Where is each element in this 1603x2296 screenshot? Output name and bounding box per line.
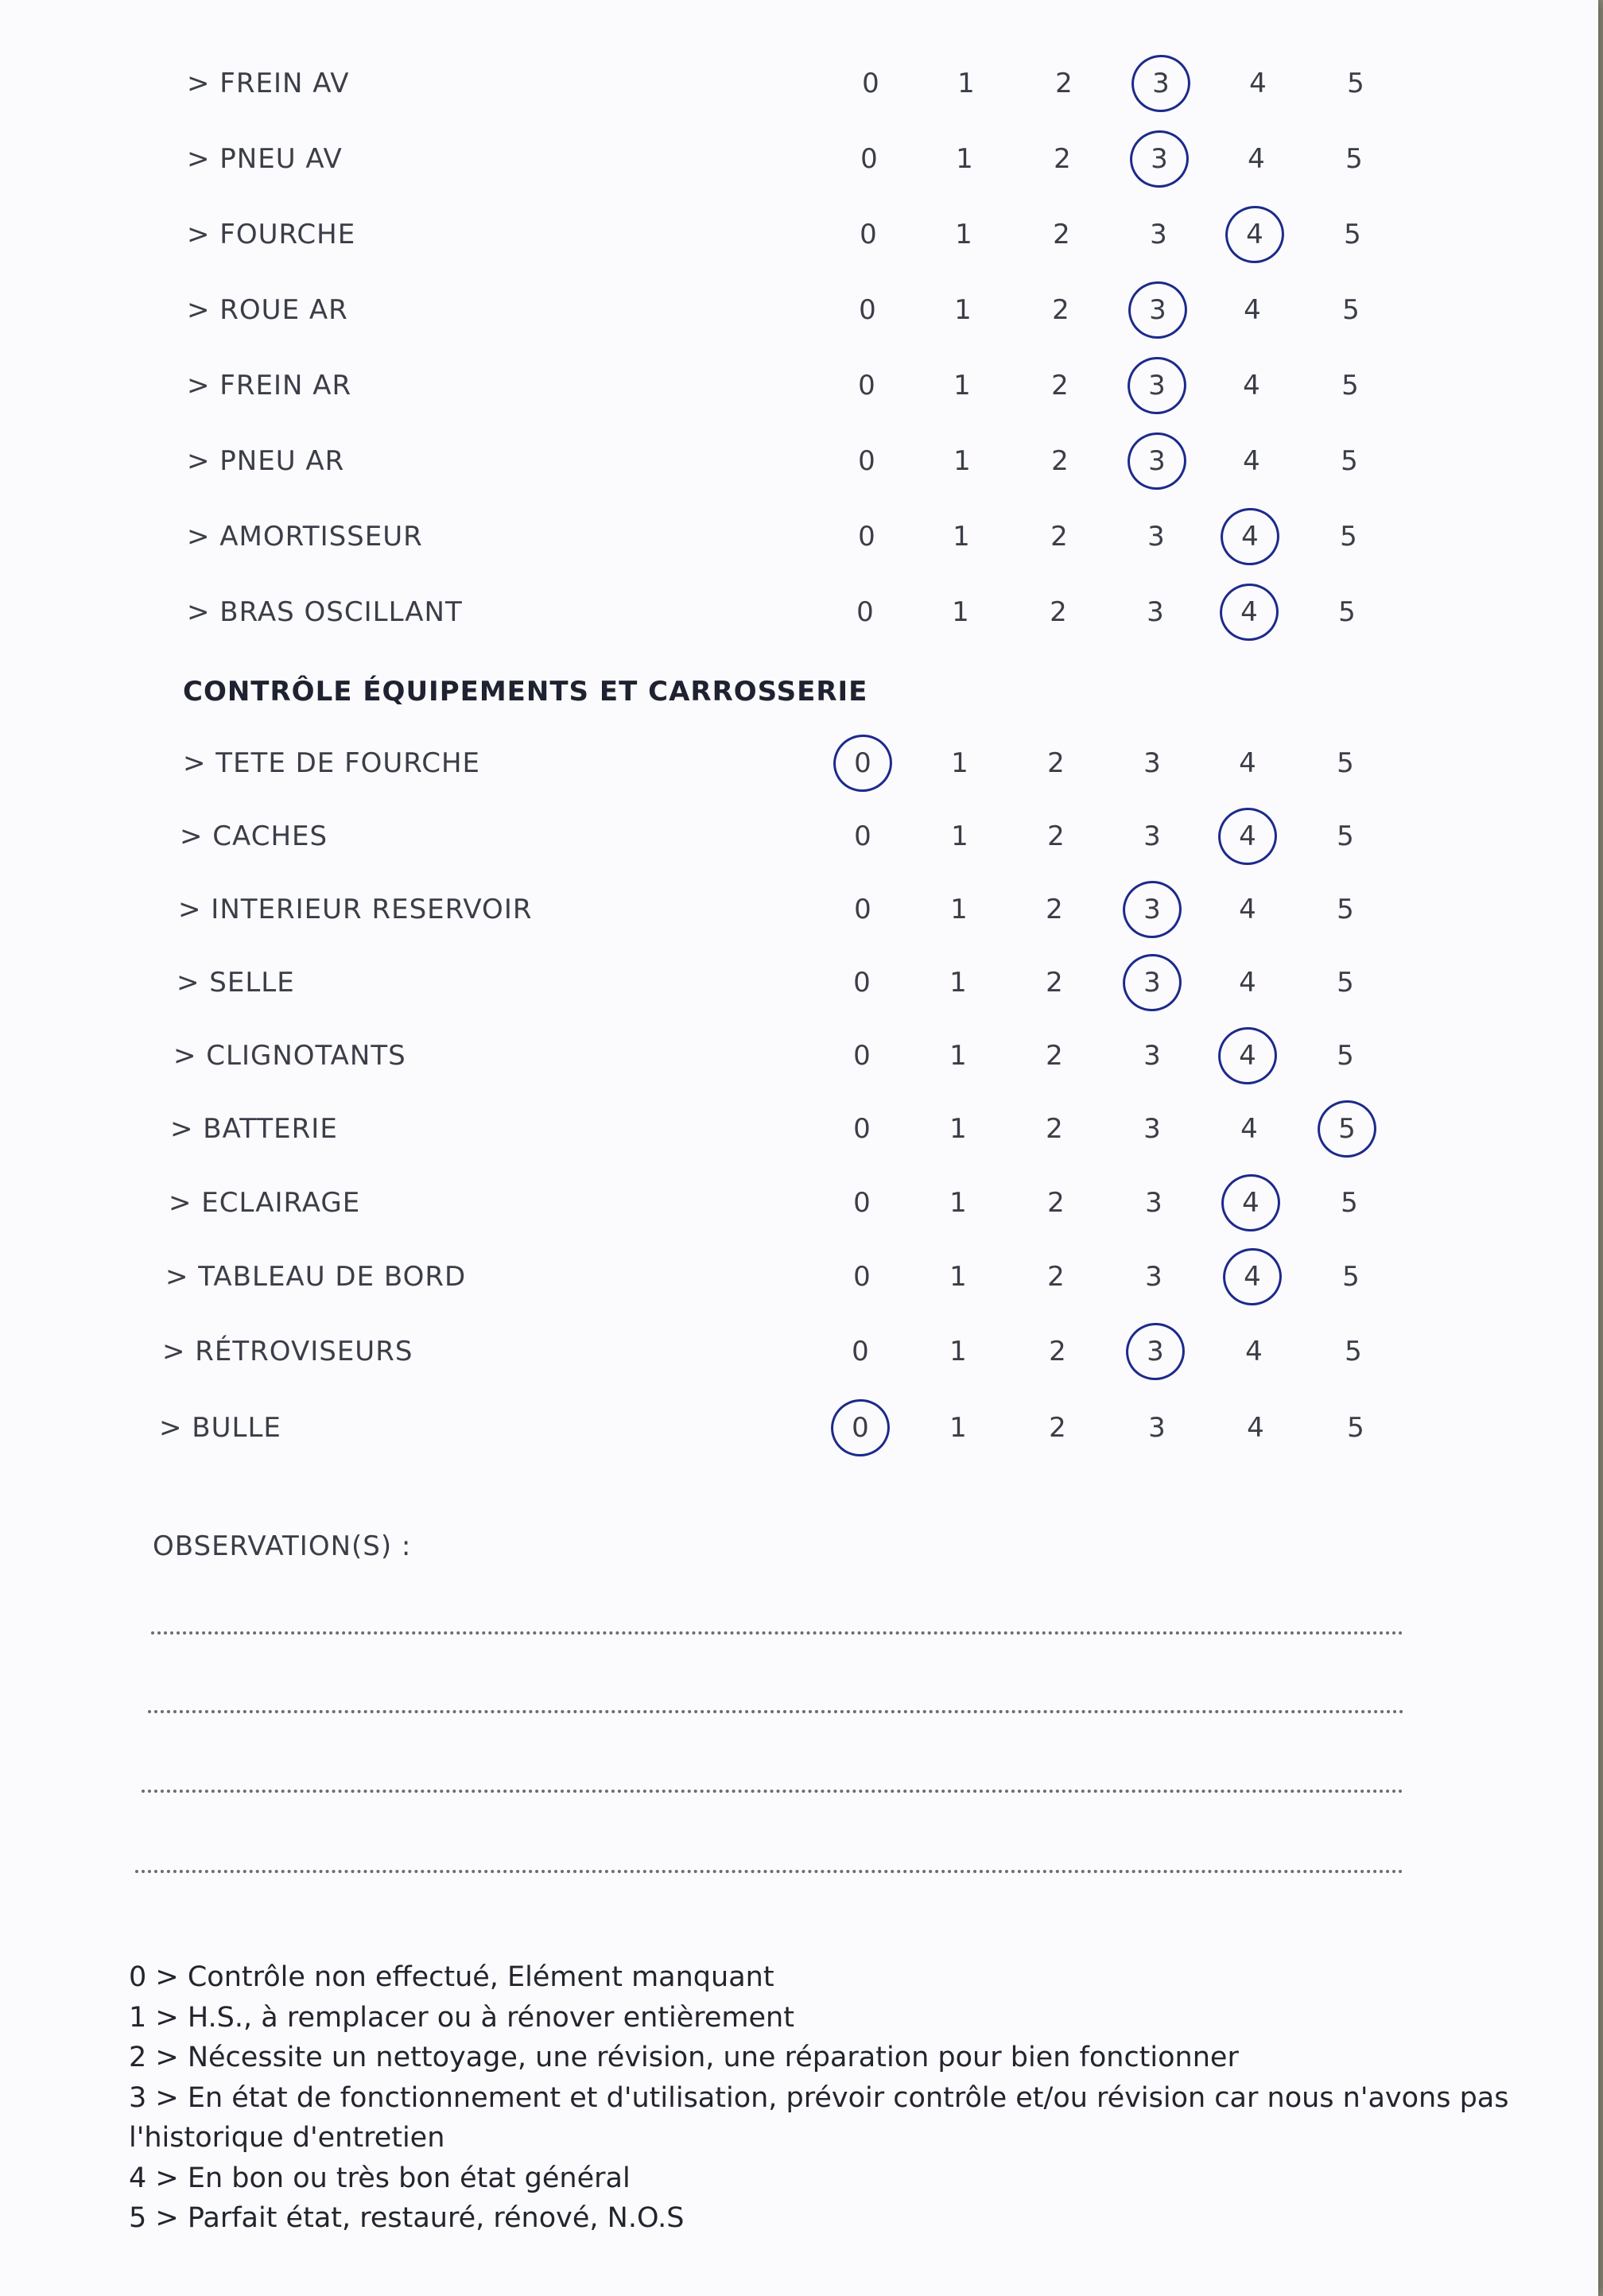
score-0[interactable]: 0 (862, 68, 879, 99)
score-2[interactable]: 2 (1051, 445, 1069, 477)
item-label: > BATTERIE (170, 1113, 338, 1145)
score-3[interactable]: 3 (1148, 1412, 1166, 1444)
score-5[interactable]: 5 (1345, 1336, 1362, 1367)
item-label: > FOURCHE (187, 219, 356, 250)
rating-row-frein-ar (0, 362, 1598, 409)
item-label: > CACHES (180, 820, 328, 852)
rating-row-batterie (0, 1105, 1598, 1153)
score-0[interactable]: 0 (854, 820, 871, 852)
score-0[interactable]: 0 (853, 1040, 871, 1072)
score-2[interactable]: 2 (1046, 967, 1063, 999)
score-1[interactable]: 1 (949, 967, 967, 999)
legend-item-0: 0 > Contrôle non effectué, Elément manquant (129, 1961, 774, 1993)
score-0[interactable]: 0 (858, 445, 875, 477)
score-2[interactable]: 2 (1050, 596, 1067, 628)
score-3[interactable]: 3 (1143, 747, 1161, 779)
item-label: > FREIN AR (187, 370, 352, 401)
item-label: > CLIGNOTANTS (173, 1040, 406, 1072)
rating-row-clignotants (0, 1032, 1598, 1080)
score-3[interactable]: 3 (1148, 370, 1166, 401)
score-5[interactable]: 5 (1337, 1040, 1354, 1072)
score-2[interactable]: 2 (1047, 1187, 1065, 1219)
rating-row-roue-ar (0, 286, 1598, 334)
score-3[interactable]: 3 (1147, 1336, 1164, 1367)
observation-line[interactable] (142, 1790, 1403, 1793)
score-0[interactable]: 0 (859, 294, 876, 326)
score-5[interactable]: 5 (1338, 596, 1356, 628)
score-0[interactable]: 0 (860, 143, 878, 175)
score-5[interactable]: 5 (1341, 370, 1359, 401)
score-2[interactable]: 2 (1054, 143, 1071, 175)
legend-item-3: 3 > En état de fonctionnement et d'utilisation, prévoir contrôle et/ou révision car nous n'avons pas l'historique d'entretien (129, 2081, 1518, 2154)
score-3[interactable]: 3 (1143, 820, 1161, 852)
score-5[interactable]: 5 (1344, 219, 1361, 250)
score-2[interactable]: 2 (1055, 68, 1073, 99)
score-2[interactable]: 2 (1047, 1261, 1065, 1293)
score-2[interactable]: 2 (1047, 747, 1065, 779)
score-2[interactable]: 2 (1049, 1336, 1066, 1367)
score-5[interactable]: 5 (1341, 445, 1358, 477)
score-1[interactable]: 1 (950, 894, 968, 925)
item-label: > PNEU AR (187, 445, 345, 477)
score-1[interactable]: 1 (953, 445, 971, 477)
item-label: > AMORTISSEUR (187, 521, 423, 553)
score-5[interactable]: 5 (1341, 1187, 1358, 1219)
score-5[interactable]: 5 (1340, 521, 1357, 553)
score-1[interactable]: 1 (954, 294, 972, 326)
item-label: > ECLAIRAGE (169, 1187, 361, 1219)
rating-row-fourche (0, 211, 1598, 258)
score-4[interactable]: 4 (1241, 521, 1259, 553)
score-5[interactable]: 5 (1337, 894, 1354, 925)
score-1[interactable]: 1 (952, 596, 969, 628)
score-1[interactable]: 1 (949, 1336, 967, 1367)
item-label: > SELLE (177, 967, 295, 999)
legend-item-4: 4 > En bon ou très bon état général (129, 2162, 631, 2194)
item-label: > INTERIEUR RESERVOIR (178, 894, 533, 925)
score-2[interactable]: 2 (1052, 294, 1069, 326)
rating-row-retroviseurs (0, 1328, 1598, 1375)
score-4[interactable]: 4 (1240, 596, 1258, 628)
rating-row-bras-oscillant (0, 588, 1598, 636)
observation-line[interactable] (135, 1870, 1403, 1873)
rating-row-interieur-reservoir (0, 886, 1598, 933)
score-1[interactable]: 1 (957, 68, 975, 99)
item-label: > ROUE AR (187, 294, 348, 326)
score-4[interactable]: 4 (1246, 219, 1263, 250)
rating-row-bulle (0, 1404, 1598, 1452)
score-4[interactable]: 4 (1239, 1040, 1256, 1072)
score-3[interactable]: 3 (1152, 68, 1170, 99)
score-5[interactable]: 5 (1337, 747, 1354, 779)
score-4[interactable]: 4 (1245, 1336, 1263, 1367)
score-5[interactable]: 5 (1347, 68, 1364, 99)
score-2[interactable]: 2 (1051, 370, 1069, 401)
observation-line[interactable] (148, 1710, 1404, 1713)
rating-row-eclairage (0, 1179, 1598, 1227)
score-3[interactable]: 3 (1147, 596, 1164, 628)
score-4[interactable]: 4 (1248, 143, 1265, 175)
score-1[interactable]: 1 (951, 820, 968, 852)
observation-title: OBSERVATION(S) : (153, 1530, 412, 1562)
score-0[interactable]: 0 (853, 1113, 871, 1145)
score-0[interactable]: 0 (860, 219, 877, 250)
score-2[interactable]: 2 (1049, 1412, 1066, 1444)
legend-item-2: 2 > Nécessite un nettoyage, une révision, une réparation pour bien fonctionner (129, 2042, 1239, 2073)
score-3[interactable]: 3 (1143, 967, 1161, 999)
score-0[interactable]: 0 (854, 747, 871, 779)
score-0[interactable]: 0 (853, 967, 871, 999)
score-4[interactable]: 4 (1242, 1187, 1260, 1219)
score-1[interactable]: 1 (951, 747, 968, 779)
score-0[interactable]: 0 (853, 1187, 871, 1219)
score-3[interactable]: 3 (1151, 143, 1168, 175)
score-4[interactable]: 4 (1244, 1261, 1261, 1293)
score-1[interactable]: 1 (956, 143, 973, 175)
score-0[interactable]: 0 (852, 1336, 869, 1367)
score-2[interactable]: 2 (1053, 219, 1070, 250)
rating-row-tete-de-fourche (0, 739, 1598, 787)
legend-item-1: 1 > H.S., à remplacer ou à rénover entièrement (129, 2001, 794, 2034)
score-2[interactable]: 2 (1046, 894, 1063, 925)
score-3[interactable]: 3 (1143, 894, 1161, 925)
score-0[interactable]: 0 (858, 370, 875, 401)
item-label: > BRAS OSCILLANT (187, 596, 463, 628)
score-4[interactable]: 4 (1243, 445, 1260, 477)
score-2[interactable]: 2 (1047, 820, 1065, 852)
rating-row-caches (0, 813, 1598, 860)
legend-item-5: 5 > Parfait état, restauré, rénové, N.O.S (129, 2202, 685, 2234)
rating-row-pneu-ar (0, 437, 1598, 485)
score-1[interactable]: 1 (953, 370, 971, 401)
score-5[interactable]: 5 (1345, 143, 1363, 175)
score-3[interactable]: 3 (1148, 445, 1166, 477)
score-4[interactable]: 4 (1247, 1412, 1264, 1444)
score-0[interactable]: 0 (853, 1261, 871, 1293)
score-4[interactable]: 4 (1243, 370, 1260, 401)
score-5[interactable]: 5 (1347, 1412, 1364, 1444)
observation-line[interactable] (151, 1631, 1403, 1635)
legend (129, 1957, 1560, 2239)
score-2[interactable]: 2 (1046, 1040, 1063, 1072)
score-5[interactable]: 5 (1342, 1261, 1360, 1293)
score-0[interactable]: 0 (852, 1412, 869, 1444)
rating-row-pneu-av (0, 135, 1598, 183)
score-3[interactable]: 3 (1145, 1261, 1162, 1293)
score-0[interactable]: 0 (856, 596, 874, 628)
score-1[interactable]: 1 (953, 521, 970, 553)
score-2[interactable]: 2 (1046, 1113, 1063, 1145)
score-3[interactable]: 3 (1147, 521, 1165, 553)
item-label: > FREIN AV (187, 68, 350, 99)
rating-row-selle (0, 959, 1598, 1006)
rating-row-amortisseur (0, 513, 1598, 560)
score-3[interactable]: 3 (1145, 1187, 1162, 1219)
score-0[interactable]: 0 (854, 894, 871, 925)
score-0[interactable]: 0 (858, 521, 875, 553)
score-5[interactable]: 5 (1342, 294, 1360, 326)
score-4[interactable]: 4 (1239, 894, 1256, 925)
item-label: > BULLE (159, 1412, 281, 1444)
score-5[interactable]: 5 (1337, 967, 1354, 999)
score-4[interactable]: 4 (1249, 68, 1267, 99)
rating-row-frein-av (0, 60, 1598, 107)
item-label: > PNEU AV (187, 143, 343, 175)
item-label: > TETE DE FOURCHE (183, 747, 480, 779)
score-1[interactable]: 1 (949, 1261, 967, 1293)
score-5[interactable]: 5 (1338, 1113, 1356, 1145)
score-3[interactable]: 3 (1143, 1040, 1161, 1072)
section-title: CONTRÔLE ÉQUIPEMENTS ET CARROSSERIE (183, 676, 868, 708)
score-3[interactable]: 3 (1143, 1113, 1161, 1145)
score-4[interactable]: 4 (1239, 820, 1256, 852)
score-4[interactable]: 4 (1239, 967, 1256, 999)
item-label: > RÉTROVISEURS (162, 1336, 413, 1367)
score-3[interactable]: 3 (1150, 219, 1167, 250)
score-4[interactable]: 4 (1244, 294, 1261, 326)
score-2[interactable]: 2 (1050, 521, 1068, 553)
item-label: > TABLEAU DE BORD (165, 1261, 467, 1293)
score-1[interactable]: 1 (955, 219, 972, 250)
score-1[interactable]: 1 (949, 1187, 967, 1219)
score-1[interactable]: 1 (949, 1040, 967, 1072)
score-5[interactable]: 5 (1337, 820, 1354, 852)
score-1[interactable]: 1 (949, 1113, 967, 1145)
rating-row-tableau-de-bord (0, 1253, 1598, 1301)
score-3[interactable]: 3 (1149, 294, 1166, 326)
score-1[interactable]: 1 (949, 1412, 967, 1444)
score-4[interactable]: 4 (1239, 747, 1256, 779)
score-4[interactable]: 4 (1240, 1113, 1258, 1145)
